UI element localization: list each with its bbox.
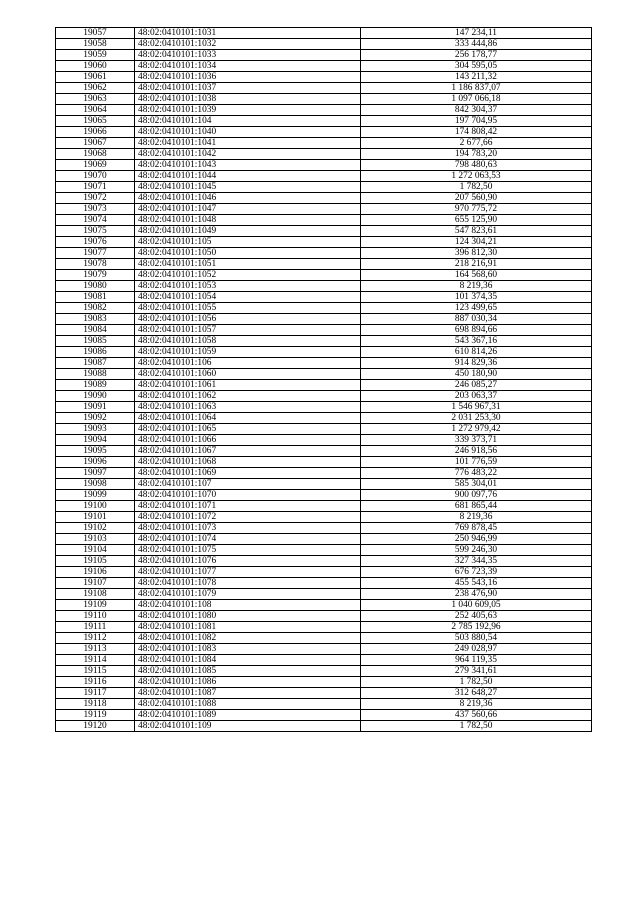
table-row (56, 721, 592, 732)
row-index-cell: 19119 (56, 710, 135, 721)
cadastral-number-cell: 48:02:0410101:1053 (135, 281, 361, 292)
cadastral-value-cell: 798 480,63 (361, 160, 592, 171)
row-index-cell: 19088 (56, 369, 135, 380)
row-index-cell: 19094 (56, 435, 135, 446)
row-index-cell: 19059 (56, 50, 135, 61)
row-index-cell: 19101 (56, 512, 135, 523)
table-row (56, 688, 592, 699)
cadastral-number-cell: 48:02:0410101:105 (135, 237, 361, 248)
cadastral-value-cell: 1 040 609,05 (361, 600, 592, 611)
row-index-cell: 19066 (56, 127, 135, 138)
cadastral-number-cell: 48:02:0410101:1049 (135, 226, 361, 237)
cadastral-value-cell: 143 211,32 (361, 72, 592, 83)
row-index-cell: 19118 (56, 699, 135, 710)
cadastral-number-cell: 48:02:0410101:1086 (135, 677, 361, 688)
table-row (56, 314, 592, 325)
table-row (56, 567, 592, 578)
cadastral-value-cell: 333 444,86 (361, 39, 592, 50)
table-row (56, 193, 592, 204)
cadastral-number-cell: 48:02:0410101:1073 (135, 523, 361, 534)
cadastral-number-cell: 48:02:0410101:1037 (135, 83, 361, 94)
row-index-cell: 19073 (56, 204, 135, 215)
table-body (56, 28, 592, 732)
cadastral-value-cell: 681 865,44 (361, 501, 592, 512)
row-index-cell: 19115 (56, 666, 135, 677)
cadastral-value-cell: 1 272 063,53 (361, 171, 592, 182)
cadastral-number-cell: 48:02:0410101:1041 (135, 138, 361, 149)
cadastral-value-cell: 450 180,90 (361, 369, 592, 380)
table-row (56, 578, 592, 589)
cadastral-number-cell: 48:02:0410101:1077 (135, 567, 361, 578)
cadastral-number-cell: 48:02:0410101:1038 (135, 94, 361, 105)
cadastral-number-cell: 48:02:0410101:1057 (135, 325, 361, 336)
cadastral-value-cell: 655 125,90 (361, 215, 592, 226)
cadastral-number-cell: 48:02:0410101:1082 (135, 633, 361, 644)
row-index-cell: 19076 (56, 237, 135, 248)
cadastral-value-cell: 207 560,90 (361, 193, 592, 204)
table-row (56, 666, 592, 677)
row-index-cell: 19072 (56, 193, 135, 204)
cadastral-number-cell: 48:02:0410101:108 (135, 600, 361, 611)
cadastral-value-cell: 455 543,16 (361, 578, 592, 589)
table-row (56, 127, 592, 138)
cadastral-value-cell: 197 704,95 (361, 116, 592, 127)
row-index-cell: 19113 (56, 644, 135, 655)
table-row (56, 28, 592, 39)
table-row (56, 336, 592, 347)
cadastral-number-cell: 48:02:0410101:1072 (135, 512, 361, 523)
cadastral-value-cell: 970 775,72 (361, 204, 592, 215)
table-row (56, 468, 592, 479)
table-row (56, 644, 592, 655)
cadastral-number-cell: 48:02:0410101:1059 (135, 347, 361, 358)
cadastral-number-cell: 48:02:0410101:109 (135, 721, 361, 732)
cadastral-number-cell: 48:02:0410101:1058 (135, 336, 361, 347)
table-row (56, 424, 592, 435)
cadastral-value-cell: 327 344,35 (361, 556, 592, 567)
cadastral-number-cell: 48:02:0410101:106 (135, 358, 361, 369)
cadastral-number-cell: 48:02:0410101:1071 (135, 501, 361, 512)
cadastral-number-cell: 48:02:0410101:1042 (135, 149, 361, 160)
cadastral-number-cell: 48:02:0410101:1056 (135, 314, 361, 325)
table-row (56, 94, 592, 105)
cadastral-value-table (55, 27, 592, 732)
cadastral-value-cell: 547 823,61 (361, 226, 592, 237)
row-index-cell: 19100 (56, 501, 135, 512)
cadastral-value-cell: 147 234,11 (361, 28, 592, 39)
cadastral-value-cell: 1 186 837,07 (361, 83, 592, 94)
cadastral-value-cell: 900 097,76 (361, 490, 592, 501)
table-row (56, 402, 592, 413)
table-row (56, 622, 592, 633)
cadastral-value-cell: 585 304,01 (361, 479, 592, 490)
cadastral-value-cell: 249 028,97 (361, 644, 592, 655)
row-index-cell: 19106 (56, 567, 135, 578)
cadastral-number-cell: 48:02:0410101:1050 (135, 248, 361, 259)
cadastral-number-cell: 48:02:0410101:1089 (135, 710, 361, 721)
cadastral-number-cell: 48:02:0410101:1087 (135, 688, 361, 699)
cadastral-value-cell: 252 405,63 (361, 611, 592, 622)
row-index-cell: 19083 (56, 314, 135, 325)
row-index-cell: 19060 (56, 61, 135, 72)
table-row (56, 413, 592, 424)
cadastral-number-cell: 48:02:0410101:1051 (135, 259, 361, 270)
table-row (56, 226, 592, 237)
row-index-cell: 19120 (56, 721, 135, 732)
cadastral-value-cell: 914 829,36 (361, 358, 592, 369)
table-row (56, 83, 592, 94)
row-index-cell: 19058 (56, 39, 135, 50)
cadastral-number-cell: 48:02:0410101:1061 (135, 380, 361, 391)
row-index-cell: 19093 (56, 424, 135, 435)
cadastral-number-cell: 48:02:0410101:1036 (135, 72, 361, 83)
table-row (56, 292, 592, 303)
row-index-cell: 19068 (56, 149, 135, 160)
table-row (56, 39, 592, 50)
cadastral-value-cell: 304 595,05 (361, 61, 592, 72)
table-row (56, 490, 592, 501)
table-row (56, 138, 592, 149)
table-row (56, 116, 592, 127)
row-index-cell: 19107 (56, 578, 135, 589)
row-index-cell: 19091 (56, 402, 135, 413)
row-index-cell: 19071 (56, 182, 135, 193)
table-row (56, 347, 592, 358)
row-index-cell: 19085 (56, 336, 135, 347)
cadastral-number-cell: 48:02:0410101:1068 (135, 457, 361, 468)
cadastral-number-cell: 48:02:0410101:1088 (135, 699, 361, 710)
table-row (56, 391, 592, 402)
table-row (56, 523, 592, 534)
cadastral-number-cell: 48:02:0410101:1066 (135, 435, 361, 446)
cadastral-number-cell: 48:02:0410101:1046 (135, 193, 361, 204)
table-row (56, 325, 592, 336)
row-index-cell: 19081 (56, 292, 135, 303)
cadastral-number-cell: 48:02:0410101:1081 (135, 622, 361, 633)
cadastral-number-cell: 48:02:0410101:1070 (135, 490, 361, 501)
cadastral-value-cell: 101 374,35 (361, 292, 592, 303)
row-index-cell: 19061 (56, 72, 135, 83)
row-index-cell: 19087 (56, 358, 135, 369)
cadastral-value-cell: 8 219,36 (361, 699, 592, 710)
cadastral-value-cell: 124 304,21 (361, 237, 592, 248)
row-index-cell: 19057 (56, 28, 135, 39)
cadastral-value-cell: 769 878,45 (361, 523, 592, 534)
row-index-cell: 19110 (56, 611, 135, 622)
table-row (56, 248, 592, 259)
table-row (56, 182, 592, 193)
table-row (56, 655, 592, 666)
table-row (56, 270, 592, 281)
row-index-cell: 19062 (56, 83, 135, 94)
row-index-cell: 19097 (56, 468, 135, 479)
row-index-cell: 19070 (56, 171, 135, 182)
row-index-cell: 19096 (56, 457, 135, 468)
table-row (56, 380, 592, 391)
cadastral-number-cell: 48:02:0410101:1078 (135, 578, 361, 589)
table-row (56, 50, 592, 61)
cadastral-number-cell: 48:02:0410101:1047 (135, 204, 361, 215)
table-row (56, 61, 592, 72)
cadastral-number-cell: 48:02:0410101:1069 (135, 468, 361, 479)
table-row (56, 501, 592, 512)
row-index-cell: 19074 (56, 215, 135, 226)
cadastral-value-cell: 8 219,36 (361, 281, 592, 292)
cadastral-number-cell: 48:02:0410101:1074 (135, 534, 361, 545)
row-index-cell: 19104 (56, 545, 135, 556)
row-index-cell: 19099 (56, 490, 135, 501)
row-index-cell: 19089 (56, 380, 135, 391)
row-index-cell: 19063 (56, 94, 135, 105)
cadastral-value-cell: 1 782,50 (361, 677, 592, 688)
table-row (56, 171, 592, 182)
cadastral-number-cell: 48:02:0410101:1075 (135, 545, 361, 556)
cadastral-number-cell: 48:02:0410101:1064 (135, 413, 361, 424)
row-index-cell: 19075 (56, 226, 135, 237)
cadastral-number-cell: 48:02:0410101:1032 (135, 39, 361, 50)
table-row (56, 479, 592, 490)
cadastral-value-cell: 776 483,22 (361, 468, 592, 479)
cadastral-value-cell: 599 246,30 (361, 545, 592, 556)
row-index-cell: 19102 (56, 523, 135, 534)
row-index-cell: 19064 (56, 105, 135, 116)
row-index-cell: 19111 (56, 622, 135, 633)
cadastral-number-cell: 48:02:0410101:1084 (135, 655, 361, 666)
cadastral-number-cell: 48:02:0410101:1076 (135, 556, 361, 567)
row-index-cell: 19092 (56, 413, 135, 424)
cadastral-value-cell: 543 367,16 (361, 336, 592, 347)
cadastral-value-cell: 194 783,20 (361, 149, 592, 160)
cadastral-number-cell: 48:02:0410101:1083 (135, 644, 361, 655)
table-row (56, 72, 592, 83)
cadastral-number-cell: 48:02:0410101:1048 (135, 215, 361, 226)
cadastral-value-cell: 2 785 192,96 (361, 622, 592, 633)
table-row (56, 160, 592, 171)
table-row (56, 237, 592, 248)
cadastral-number-cell: 48:02:0410101:1079 (135, 589, 361, 600)
cadastral-number-cell: 48:02:0410101:1085 (135, 666, 361, 677)
row-index-cell: 19098 (56, 479, 135, 490)
cadastral-number-cell: 48:02:0410101:1065 (135, 424, 361, 435)
table-row (56, 512, 592, 523)
cadastral-value-cell: 842 304,37 (361, 105, 592, 116)
cadastral-value-cell: 1 097 066,18 (361, 94, 592, 105)
cadastral-number-cell: 48:02:0410101:107 (135, 479, 361, 490)
row-index-cell: 19117 (56, 688, 135, 699)
row-index-cell: 19112 (56, 633, 135, 644)
cadastral-number-cell: 48:02:0410101:104 (135, 116, 361, 127)
cadastral-number-cell: 48:02:0410101:1039 (135, 105, 361, 116)
table-row (56, 545, 592, 556)
row-index-cell: 19086 (56, 347, 135, 358)
row-index-cell: 19077 (56, 248, 135, 259)
cadastral-value-cell: 676 723,39 (361, 567, 592, 578)
cadastral-value-cell: 246 085,27 (361, 380, 592, 391)
table-row (56, 446, 592, 457)
table-row (56, 259, 592, 270)
table-row (56, 281, 592, 292)
row-index-cell: 19078 (56, 259, 135, 270)
row-index-cell: 19080 (56, 281, 135, 292)
table-row (56, 204, 592, 215)
table-row (56, 600, 592, 611)
table-row (56, 710, 592, 721)
cadastral-value-cell: 964 119,35 (361, 655, 592, 666)
row-index-cell: 19114 (56, 655, 135, 666)
cadastral-value-cell: 174 808,42 (361, 127, 592, 138)
cadastral-value-cell: 503 880,54 (361, 633, 592, 644)
cadastral-value-cell: 250 946,99 (361, 534, 592, 545)
row-index-cell: 19065 (56, 116, 135, 127)
cadastral-value-cell: 1 782,50 (361, 721, 592, 732)
cadastral-value-cell: 396 812,30 (361, 248, 592, 259)
cadastral-value-cell: 887 030,34 (361, 314, 592, 325)
table-row (56, 534, 592, 545)
cadastral-value-cell: 339 373,71 (361, 435, 592, 446)
table-row (56, 699, 592, 710)
table-row (56, 589, 592, 600)
row-index-cell: 19103 (56, 534, 135, 545)
cadastral-value-cell: 101 776,59 (361, 457, 592, 468)
table-row (56, 369, 592, 380)
cadastral-value-cell: 437 560,66 (361, 710, 592, 721)
cadastral-number-cell: 48:02:0410101:1055 (135, 303, 361, 314)
row-index-cell: 19079 (56, 270, 135, 281)
cadastral-value-cell: 246 918,56 (361, 446, 592, 457)
cadastral-value-cell: 123 499,65 (361, 303, 592, 314)
cadastral-value-cell: 218 216,91 (361, 259, 592, 270)
table-row (56, 105, 592, 116)
cadastral-number-cell: 48:02:0410101:1052 (135, 270, 361, 281)
cadastral-number-cell: 48:02:0410101:1040 (135, 127, 361, 138)
cadastral-value-cell: 238 476,90 (361, 589, 592, 600)
cadastral-value-cell: 2 677,66 (361, 138, 592, 149)
cadastral-value-cell: 610 814,26 (361, 347, 592, 358)
table-row (56, 149, 592, 160)
cadastral-number-cell: 48:02:0410101:1062 (135, 391, 361, 402)
cadastral-number-cell: 48:02:0410101:1043 (135, 160, 361, 171)
row-index-cell: 19082 (56, 303, 135, 314)
cadastral-number-cell: 48:02:0410101:1034 (135, 61, 361, 72)
cadastral-value-cell: 256 178,77 (361, 50, 592, 61)
cadastral-value-cell: 1 272 979,42 (361, 424, 592, 435)
cadastral-value-cell: 2 031 253,30 (361, 413, 592, 424)
table-row (56, 303, 592, 314)
row-index-cell: 19084 (56, 325, 135, 336)
row-index-cell: 19095 (56, 446, 135, 457)
cadastral-number-cell: 48:02:0410101:1044 (135, 171, 361, 182)
table-row (56, 611, 592, 622)
cadastral-number-cell: 48:02:0410101:1054 (135, 292, 361, 303)
cadastral-value-cell: 279 341,61 (361, 666, 592, 677)
cadastral-number-cell: 48:02:0410101:1031 (135, 28, 361, 39)
table-row (56, 358, 592, 369)
table-row (56, 435, 592, 446)
cadastral-value-cell: 312 648,27 (361, 688, 592, 699)
row-index-cell: 19116 (56, 677, 135, 688)
cadastral-number-cell: 48:02:0410101:1060 (135, 369, 361, 380)
row-index-cell: 19105 (56, 556, 135, 567)
row-index-cell: 19067 (56, 138, 135, 149)
cadastral-value-cell: 8 219,36 (361, 512, 592, 523)
cadastral-value-cell: 203 063,37 (361, 391, 592, 402)
row-index-cell: 19069 (56, 160, 135, 171)
cadastral-value-cell: 1 546 967,31 (361, 402, 592, 413)
cadastral-value-cell: 164 568,60 (361, 270, 592, 281)
cadastral-number-cell: 48:02:0410101:1033 (135, 50, 361, 61)
row-index-cell: 19109 (56, 600, 135, 611)
cadastral-value-cell: 1 782,50 (361, 182, 592, 193)
cadastral-number-cell: 48:02:0410101:1067 (135, 446, 361, 457)
cadastral-number-cell: 48:02:0410101:1045 (135, 182, 361, 193)
cadastral-number-cell: 48:02:0410101:1063 (135, 402, 361, 413)
table-row (56, 215, 592, 226)
cadastral-value-cell: 698 894,66 (361, 325, 592, 336)
table-row (56, 633, 592, 644)
table-row (56, 556, 592, 567)
row-index-cell: 19090 (56, 391, 135, 402)
row-index-cell: 19108 (56, 589, 135, 600)
cadastral-number-cell: 48:02:0410101:1080 (135, 611, 361, 622)
table-row (56, 677, 592, 688)
table-row (56, 457, 592, 468)
